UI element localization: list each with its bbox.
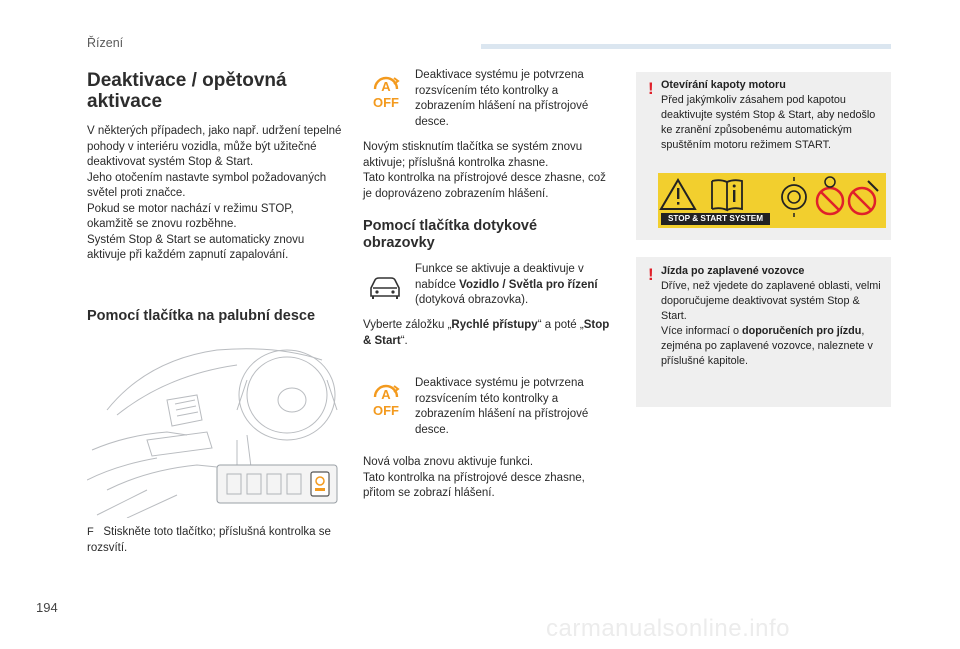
auto-stop-off-icon — [368, 72, 404, 110]
off-icon-letter: A — [381, 387, 391, 402]
subtitle-dashboard-button: Pomocí tlačítka na palubní desce — [87, 308, 316, 324]
new-choice-paragraph: Tato kontrolka na přístrojové desce zhasne, přitom se zobrazí hlášení. — [363, 471, 585, 499]
tab-text-suffix: “. — [400, 334, 408, 347]
menu-text-suffix: (dotyková obrazovka). — [415, 294, 529, 306]
instruction-text: Stiskněte toto tlačítko; příslušná kontrolka se rozsvítí. — [87, 526, 331, 554]
tab-text — [363, 318, 618, 349]
confirm-text-2: Deaktivace systému je potvrzena rozsvícením této kontrolky a zobrazením hlášení na přístrojové desce. — [415, 377, 589, 436]
bullet-icon: F — [87, 526, 94, 538]
vehicle-menu-icon — [368, 274, 402, 300]
warning-flood-text: Dříve, než vjedete do zaplavené oblasti, velmi doporučujeme deaktivovat systém Stop & Start. — [661, 280, 881, 322]
reactivate-text — [363, 140, 618, 202]
reactivate-paragraph: Novým stisknutím tlačítka se systém znovu aktivuje; příslušná kontrolka zhasne. — [363, 141, 583, 169]
sticker-label: STOP & START SYSTEM — [661, 213, 770, 225]
section-name: Řízení — [87, 36, 124, 50]
header-accent-bar — [481, 44, 891, 49]
intro-paragraph: V některých případech, jako např. udržení tepelné pohody v interiéru vozidla, může být užitečné deaktivovat systém Stop & Start. — [87, 125, 342, 168]
new-choice-text — [363, 455, 618, 502]
warning-flood-prefix: Více informací o — [661, 325, 743, 337]
stop-start-sticker — [658, 173, 886, 228]
dashboard-illustration — [87, 340, 342, 518]
menu-path: Vozidlo / Světla pro řízení — [459, 278, 598, 291]
off-icon-label: OFF — [373, 95, 399, 110]
tab-name-quick-access: Rychlé přístupy — [451, 319, 538, 331]
reactivate-paragraph: Tato kontrolka na přístrojové desce zhasne, což je doprovázeno zobrazením hlášení. — [363, 172, 606, 200]
intro-paragraph: Jeho otočením nastavte symbol požadovaných světel proti značce. — [87, 171, 327, 199]
intro-paragraph: Systém Stop & Start se automaticky znovu aktivuje při každém zapnutí zapalování. — [87, 233, 305, 261]
warning-flood-link-text: doporučeních pro jízdu — [742, 325, 862, 337]
auto-stop-off-icon — [368, 380, 404, 418]
tab-text-middle: “ a poté „ — [537, 319, 584, 331]
menu-text — [415, 262, 615, 309]
warning-flood-title: Jízda po zaplavené vozovce — [661, 265, 805, 277]
tab-name-stop-start: Stop & Start — [363, 319, 610, 347]
menu-text-prefix: Funkce se aktivuje a deaktivuje v nabídce — [415, 263, 584, 291]
warning-icon: ! — [648, 79, 654, 98]
warning-flood-suffix: , zejména po zaplavené vozovce, naleznete v příslušné kapitole. — [661, 325, 873, 367]
intro-paragraph: Pokud se motor nachází v režimu STOP, okamžitě se znovu rozběhne. — [87, 202, 294, 230]
warning-flood-content — [661, 264, 886, 369]
confirm-text-1: Deaktivace systému je potvrzena rozsvícením této kontrolky a zobrazením hlášení na přístrojové desce. — [415, 69, 589, 128]
warning-hood-content — [661, 78, 883, 153]
warning-icon: ! — [648, 265, 654, 284]
stop-start-button[interactable] — [311, 472, 329, 496]
intro-text — [87, 124, 342, 264]
tab-text-prefix: Vyberte záložku „ — [363, 319, 452, 331]
page-number: 194 — [36, 600, 58, 615]
warning-hood-text: Před jakýmkoliv zásahem pod kapotou deaktivujte systém Stop & Start, aby nedošlo ke zranění způsobenému automatickým spuštěním motoru režimem START. — [661, 94, 876, 151]
page-title: Deaktivace / opětovná aktivace — [87, 70, 287, 112]
footer-watermark: carmanualsonline.info — [546, 615, 790, 642]
subtitle-touchscreen: Pomocí tlačítka dotykové obrazovky — [363, 218, 538, 251]
off-icon-label: OFF — [373, 403, 399, 418]
off-icon-letter: A — [381, 79, 391, 94]
dashboard-instruction — [87, 525, 342, 556]
new-choice-paragraph: Nová volba znovu aktivuje funkci. — [363, 456, 534, 468]
warning-hood-title: Otevírání kapoty motoru — [661, 79, 786, 91]
